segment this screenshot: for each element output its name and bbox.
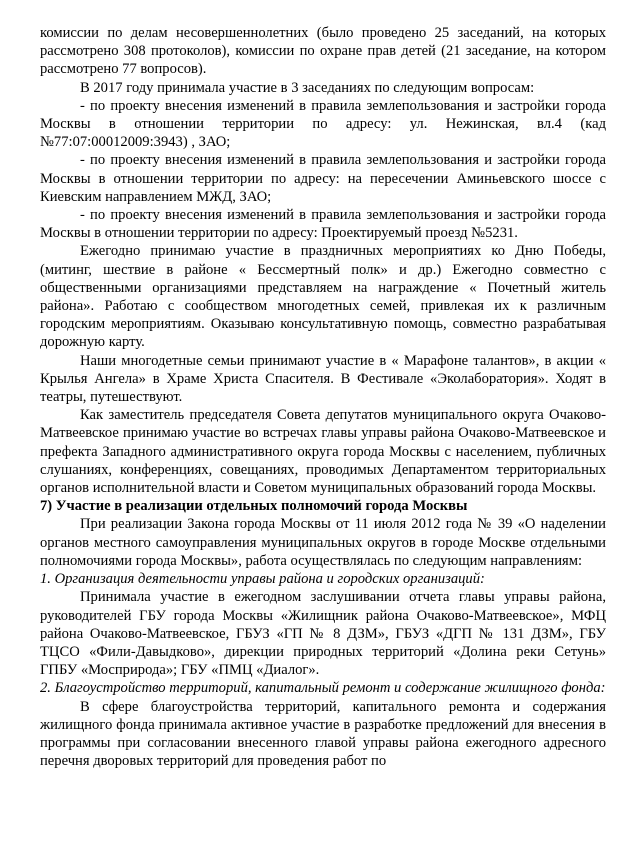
paragraph-large-families: Наши многодетные семьи принимают участие в « Марафоне талантов», в акции « Крылья Ангела» в Храме Христа Спасителя. В Фестивале «Эколаборатория». Ходят в театры, путешествуют. bbox=[40, 352, 606, 406]
list-item-nezhinskaya: - по проекту внесения изменений в правила землепользования и застройки города Москвы в отношении территории по адресу: ул. Нежинская, вл.4 (кад №77:07:00012009:3943) , ЗАО; bbox=[40, 97, 606, 151]
paragraph-law-39: При реализации Закона города Москвы от 11 июля 2012 года № 39 «О наделении органов местного самоуправления муниципальных округов в городе Москве отдельными полномочиями города Москвы», работа осуществлялась по следующим направлениям: bbox=[40, 516, 606, 569]
list-item-aminyevskoe: - по проекту внесения изменений в правила землепользования и застройки города Москвы в отношении территории по адресу: на пересечении Аминьевского шоссе с Киевским направлением МЖД, ЗАО; bbox=[40, 152, 606, 205]
list-item-proezd-5231: - по проекту внесения изменений в правила землепользования и застройки города Москвы в отношении территории по адресу: Проектируемый проезд №5231. bbox=[40, 207, 606, 242]
paragraph-reports: Принимала участие в ежегодном заслушивании отчета главы управы района, руководителей ГБУ города Москвы «Жилищник района Очаково-Матвеевское», МФЦ района Очаково-Матвеевское, ГБУЗ «ГП № 8 ДЗМ», ГБУЗ «ДГП № 131 ДЗМ», ГБУ ТЦСО «Фили-Давыдково», дирекции природных территорий «Долина реки Сетунь» ГПБУ «Мосприрода»; ГБУ «ПМЦ «Диалог». bbox=[40, 589, 606, 679]
document-page bbox=[40, 24, 606, 770]
paragraph-victory-day: Ежегодно принимаю участие в праздничных мероприятиях ко Дню Победы, (митинг, шествие в районе « Бессмертный полк» и др.) Ежегодно совместно с общественными организациями представляем на награждение « Почетный житель района». Работаю с сообществом многодетных семей, привлекая их к различным городским мероприятиям. Оказываю консультативную помощь, совместно разрабатывая дорожную карту. bbox=[40, 243, 606, 351]
subheading-organization: 1. Организация деятельности управы района и городских организаций: bbox=[40, 571, 485, 588]
paragraph-improvement: В сфере благоустройства территорий, капитального ремонта и содержания жилищного фонда принимала активное участие в разработке предложений для внесения в программы при согласовании внесенного главой управы района ежегодного адресного перечня дворовых территорий для проведения работ по bbox=[40, 698, 606, 770]
section-heading-7: 7) Участие в реализации отдельных полномочий города Москвы bbox=[40, 498, 468, 515]
paragraph-commissions: комиссии по делам несовершеннолетних (было проведено 25 заседаний, на которых рассмотрено 308 протоколов), комиссии по охране прав детей (21 заседание, на котором рассмотрено 77 вопросов). bbox=[40, 25, 606, 78]
subheading-improvement: 2. Благоустройство территорий, капитальный ремонт и содержание жилищного фонда: bbox=[40, 680, 606, 697]
paragraph-deputy-chair: Как заместитель председателя Совета депутатов муниципального округа Очаково-Матвеевское принимаю участие во встречах главы управы района Очаково-Матвеевское и префекта Западного административного округа города Москвы с населением, публичных слушаниях, конференциях, совещаниях, проводимых Департаментом территориальных органов исполнительной власти и Советом муниципальных образований города Москвы. bbox=[40, 407, 606, 497]
paragraph-2017-meetings: В 2017 году принимала участие в 3 заседаниях по следующим вопросам: bbox=[80, 79, 535, 96]
